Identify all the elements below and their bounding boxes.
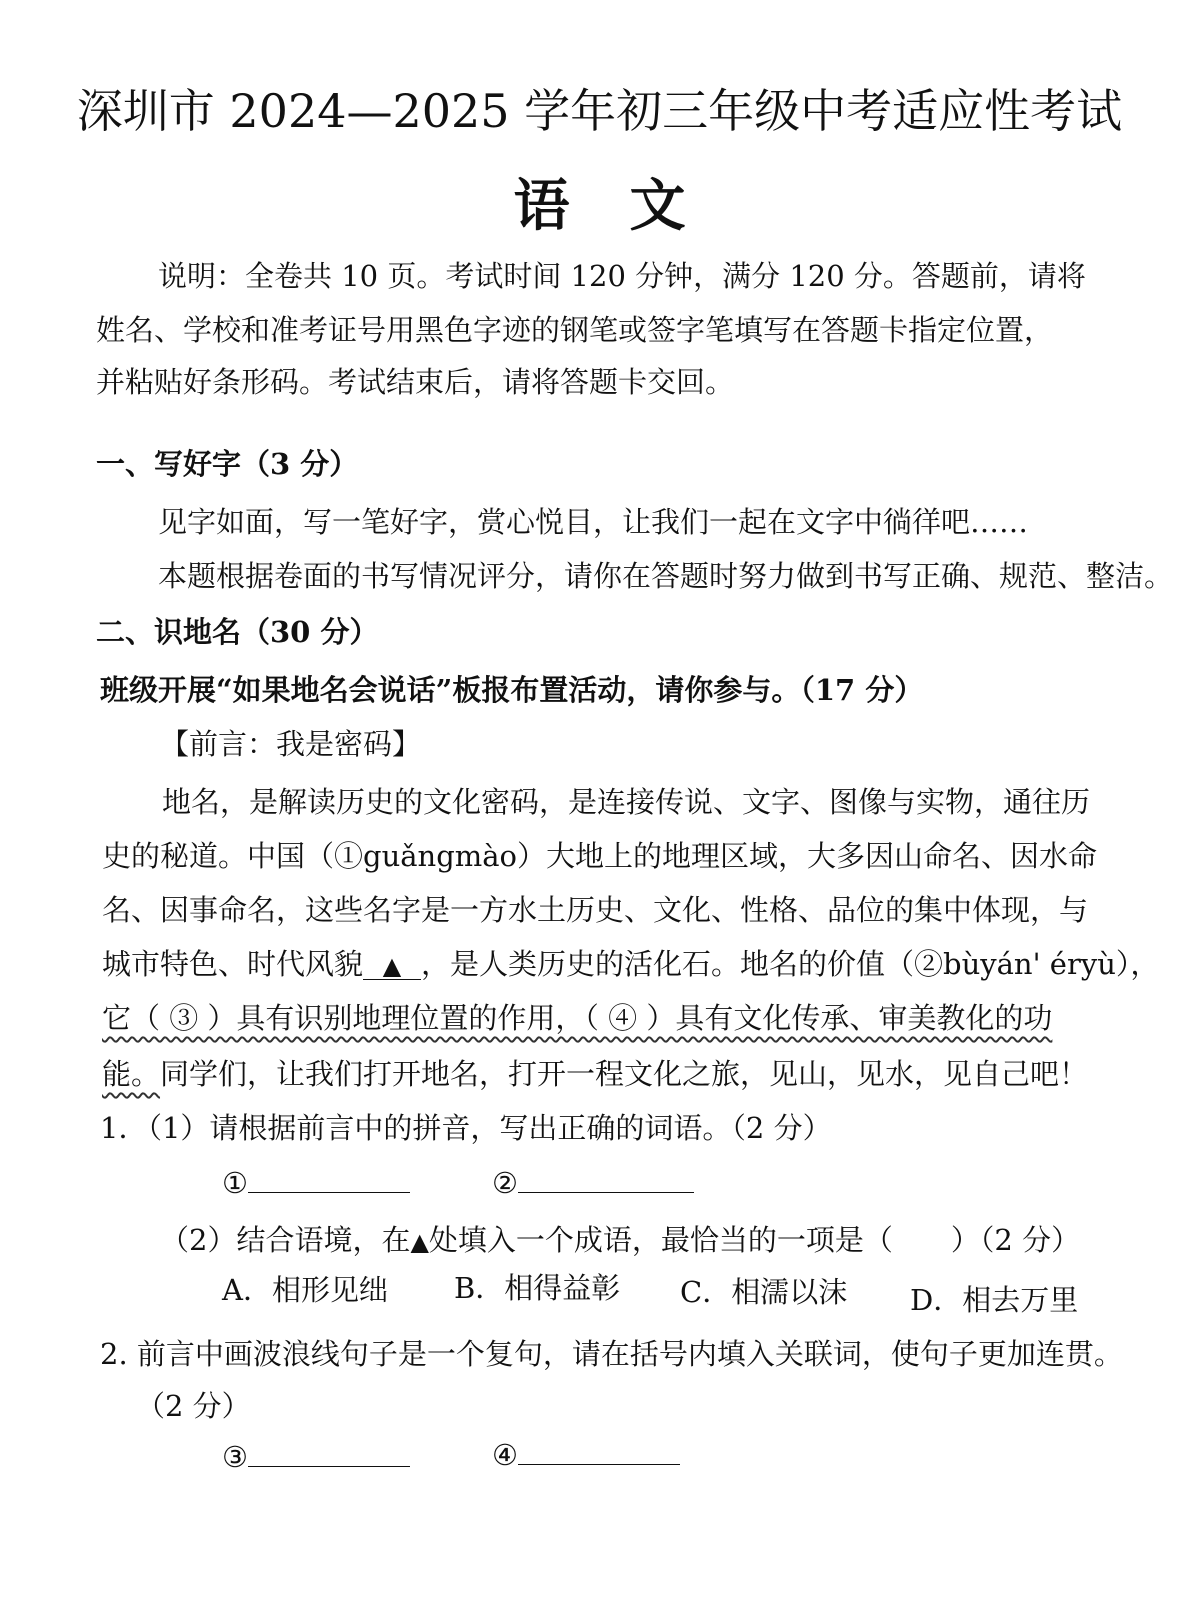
wavy-sentence-line-1: 它（ ③ ）具有识别地理位置的作用，（ ④ ）具有文化传承、审美教化的功 xyxy=(102,1001,1053,1035)
subject-title: 语文 xyxy=(513,173,746,239)
section-1-line-1: 见字如面，写一笔好字，赏心悦目，让我们一起在文字中徜徉吧…… xyxy=(158,505,1029,539)
preface-line-2: 史的秘道。中国（①guǎngmào）大地上的地理区域，大多因山命名、因水命 xyxy=(102,839,1098,873)
question-2-line-1: 2. 前言中画波浪线句子是一个复句，请在括号内填入关联词，使句子更加连贯。 xyxy=(100,1337,1123,1371)
preface-title: 【前言：我是密码】 xyxy=(160,727,422,761)
blank-2-label: ② xyxy=(492,1166,518,1200)
question-1-part-1: 1．（1）请根据前言中的拼音，写出正确的词语。（2 分） xyxy=(100,1111,832,1145)
preface-line-4-end: ，是人类历史的活化石。地名的价值（②bùyán' éryù）， xyxy=(421,947,1160,981)
instructions-line-1: 说明：全卷共 10 页。考试时间 120 分钟，满分 120 分。答题前，请将 xyxy=(158,259,1086,293)
exam-title: 深圳市 2024—2025 学年初三年级中考适应性考试 xyxy=(76,84,1123,138)
question-1-part-2 xyxy=(160,1223,1081,1257)
blank-1-label: ① xyxy=(222,1166,248,1200)
instructions-line-3: 并粘贴好条形码。考试结束后，请将答题卡交回。 xyxy=(96,365,735,399)
question-2-line-2: （2 分） xyxy=(136,1389,251,1423)
option-c[interactable]: C．相濡以沫 xyxy=(680,1275,848,1309)
blank-1-line[interactable] xyxy=(248,1166,410,1193)
answer-blank-2[interactable] xyxy=(492,1166,694,1198)
answer-blank-1[interactable] xyxy=(222,1166,410,1198)
answer-blank-4[interactable] xyxy=(492,1438,680,1470)
part-2-start: （2）结合语境，在 xyxy=(160,1223,411,1257)
option-b[interactable]: B．相得益彰 xyxy=(454,1271,621,1305)
option-a[interactable]: A．相形见绌 xyxy=(222,1273,388,1307)
blank-3-line[interactable] xyxy=(248,1440,410,1467)
answer-blank-3[interactable] xyxy=(222,1440,410,1472)
preface-line-1: 地名，是解读历史的文化密码，是连接传说、文字、图像与实物，通往历 xyxy=(162,785,1091,819)
option-d[interactable]: D．相去万里 xyxy=(910,1283,1079,1317)
section-2-heading: 二、识地名（30 分） xyxy=(96,615,379,649)
idiom-blank xyxy=(363,950,421,980)
preface-line-4 xyxy=(102,947,1160,981)
preface-line-6-end: 同学们，让我们打开地名，打开一程文化之旅，见山，见水，见自己吧！ xyxy=(160,1057,1089,1091)
preface-line-6 xyxy=(102,1057,1089,1091)
triangle-mark-icon: ▲ xyxy=(410,1228,429,1256)
blank-3-label: ③ xyxy=(222,1440,248,1474)
section-1-heading: 一、写好字（3 分） xyxy=(96,447,359,481)
section-1-line-2: 本题根据卷面的书写情况评分，请你在答题时努力做到书写正确、规范、整洁。 xyxy=(158,559,1174,593)
activity-heading: 班级开展“如果地名会说话”板报布置活动，请你参与。（17 分） xyxy=(100,673,924,707)
wavy-sentence-line-2: 能。 xyxy=(102,1057,161,1091)
preface-line-4-start: 城市特色、时代风貌 xyxy=(102,947,364,981)
blank-4-label: ④ xyxy=(492,1438,518,1472)
instructions-line-2: 姓名、学校和准考证号用黑色字迹的钢笔或签字笔填写在答题卡指定位置， xyxy=(96,313,1054,347)
part-2-end: 处填入一个成语，最恰当的一项是（ ）（2 分） xyxy=(428,1223,1081,1257)
triangle-mark-icon: ▲ xyxy=(382,952,402,980)
blank-4-line[interactable] xyxy=(518,1438,680,1465)
preface-line-3: 名、因事命名，这些名字是一方水土历史、文化、性格、品位的集中体现，与 xyxy=(102,893,1089,927)
blank-2-line[interactable] xyxy=(518,1166,694,1193)
